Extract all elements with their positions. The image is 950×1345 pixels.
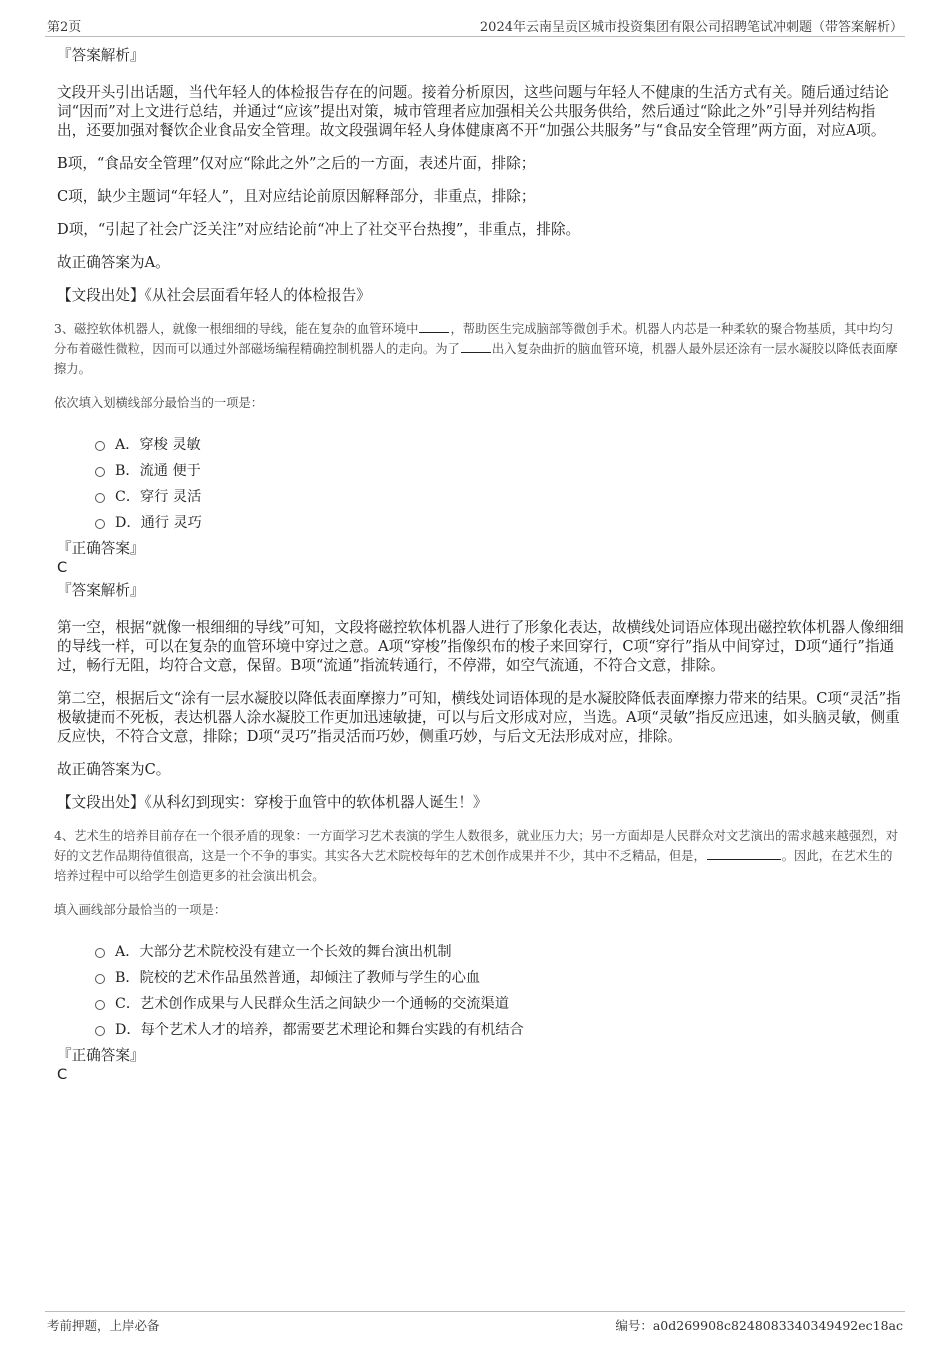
q3-analysis-paragraph: 第一空，根据“就像一根细细的导线”可知，文段将磁控软体机器人进行了形象化表达，故横线处词语应体现出磁控软体机器人像细细的导线一样，可以在复杂的血管环境中穿过之意。A项“穿梭”指像织布的梭子来回穿行，C项“穿行”指从中间穿过，D项“通行”指通过，畅行无阻，均符合文意，保留。B项“流通”指流转通行，不停滞，如空气流通，不符合文意，排除。 (57, 619, 904, 674)
q4-answer-label: 『正确答案』 (57, 1047, 145, 1064)
option-b[interactable]: B．院校的艺术作品虽然普通，却倾注了教师与学生的心血 (95, 964, 904, 990)
q4-answer: C (57, 1066, 68, 1083)
q2-analysis-paragraph: B项，“食品安全管理”仅对应“除此之外”之后的一方面，表述片面，排除； (57, 155, 536, 172)
q3-final-answer: 故正确答案为C。 (57, 761, 171, 778)
q3-stem: 3、磁控软体机器人，就像一根细细的导线，能在复杂的血管环境中 ，帮助医生完成脑部等微创手术。机器人内芯是一种柔软的聚合物基质，其中均匀分布着磁性微粒，因而可以通过外部磁场编程精确控制机器人的走向。为了 出入复杂曲折的脑血管环境，机器人最外层还涂有一层水凝胶以降低表面摩擦力。 (54, 319, 904, 379)
q2-final-answer: 故正确答案为A。 (57, 254, 170, 271)
radio-icon[interactable] (95, 467, 105, 477)
q3-answer: C (57, 559, 68, 576)
page-header (45, 14, 905, 37)
radio-icon[interactable] (95, 441, 105, 451)
q4-stem: 4、艺术生的培养目前存在一个很矛盾的现象：一方面学习艺术表演的学生人数很多，就业压力大；另一方面却是人民群众对文艺演出的需求越来越强烈，对好的文艺作品期待值很高，这是一个不争的事实。其实各大艺术院校每年的艺术创作成果并不少，其中不乏精品，但是， 。因此，在艺术生的培养过程中可以给学生创造更多的社会演出机会。 (54, 829, 899, 883)
page-number: 第2页 (47, 20, 82, 35)
footer-slogan: 考前押题，上岸必备 (47, 1318, 160, 1333)
q3-options (95, 431, 904, 535)
document-title: 2024年云南呈贡区城市投资集团有限公司招聘笔试冲刺题（带答案解析） (479, 20, 903, 35)
q4-options (95, 938, 904, 1042)
radio-icon[interactable] (95, 493, 105, 503)
page-footer (45, 1311, 905, 1334)
option-a[interactable]: A．大部分艺术院校没有建立一个长效的舞台演出机制 (95, 938, 904, 964)
q3-source: 【文段出处】《从科幻到现实：穿梭于血管中的软体机器人诞生！》 (57, 794, 488, 811)
q3-analysis-paragraph: 第二空，根据后文“涂有一层水凝胶以降低表面摩擦力”可知，横线处词语体现的是水凝胶降低表面摩擦力带来的结果。C项“灵活”指极敏捷而不死板，表达机器人涂水凝胶工作更加迅速敏捷，可以与后文形成对应，当选。A项“灵敏”指反应迅速，如头脑灵敏，侧重反应快，不符合文意，排除；D项“灵巧”指灵活而巧妙，侧重巧妙，与后文无法形成对应，排除。 (57, 690, 901, 745)
option-c[interactable]: C．穿行 灵活 (95, 483, 904, 509)
q2-analysis-paragraph: 文段开头引出话题，当代年轻人的体检报告存在的问题。接着分析原因，这些问题与年轻人不健康的生活方式有关。随后通过结论词“因而”对上文进行总结，并通过“应该”提出对策，城市管理者应加强相关公共服务供给，然后通过“除此之外”引导并列结构指出，还要加强对餐饮企业食品安全管理。故文段强调年轻人身体健康离不开“加强公共服务”与“食品安全管理”两方面，对应A项。 (57, 84, 889, 139)
q2-analysis-paragraph: D项，“引起了社会广泛关注”对应结论前“冲上了社交平台热搜”，非重点，排除。 (57, 221, 581, 238)
document-body (54, 46, 904, 1084)
q3-analysis-label: 『答案解析』 (57, 582, 145, 599)
q2-source: 【文段出处】《从社会层面看年轻人的体检报告》 (57, 287, 371, 304)
q3-answer-label: 『正确答案』 (57, 540, 145, 557)
q4-prompt: 填入画线部分最恰当的一项是： (54, 903, 227, 917)
q2-analysis-label: 『答案解析』 (57, 47, 145, 64)
fill-blank (707, 846, 781, 860)
radio-icon[interactable] (95, 519, 105, 529)
q3-prompt: 依次填入划横线部分最恰当的一项是： (54, 396, 264, 410)
option-c[interactable]: C．艺术创作成果与人民群众生活之间缺少一个通畅的交流渠道 (95, 990, 904, 1016)
document-id: 编号：a0d269908c8248083340349492ec18ac (615, 1318, 903, 1333)
fill-blank (419, 319, 449, 333)
radio-icon[interactable] (95, 948, 105, 958)
radio-icon[interactable] (95, 1000, 105, 1010)
option-d[interactable]: D．通行 灵巧 (95, 509, 904, 535)
radio-icon[interactable] (95, 1026, 105, 1036)
q2-analysis-paragraph: C项，缺少主题词“年轻人”，且对应结论前原因解释部分，非重点，排除； (57, 188, 536, 205)
option-d[interactable]: D．每个艺术人才的培养，都需要艺术理论和舞台实践的有机结合 (95, 1016, 904, 1042)
radio-icon[interactable] (95, 974, 105, 984)
option-a[interactable]: A．穿梭 灵敏 (95, 431, 904, 457)
option-b[interactable]: B．流通 便于 (95, 457, 904, 483)
fill-blank (461, 339, 491, 353)
